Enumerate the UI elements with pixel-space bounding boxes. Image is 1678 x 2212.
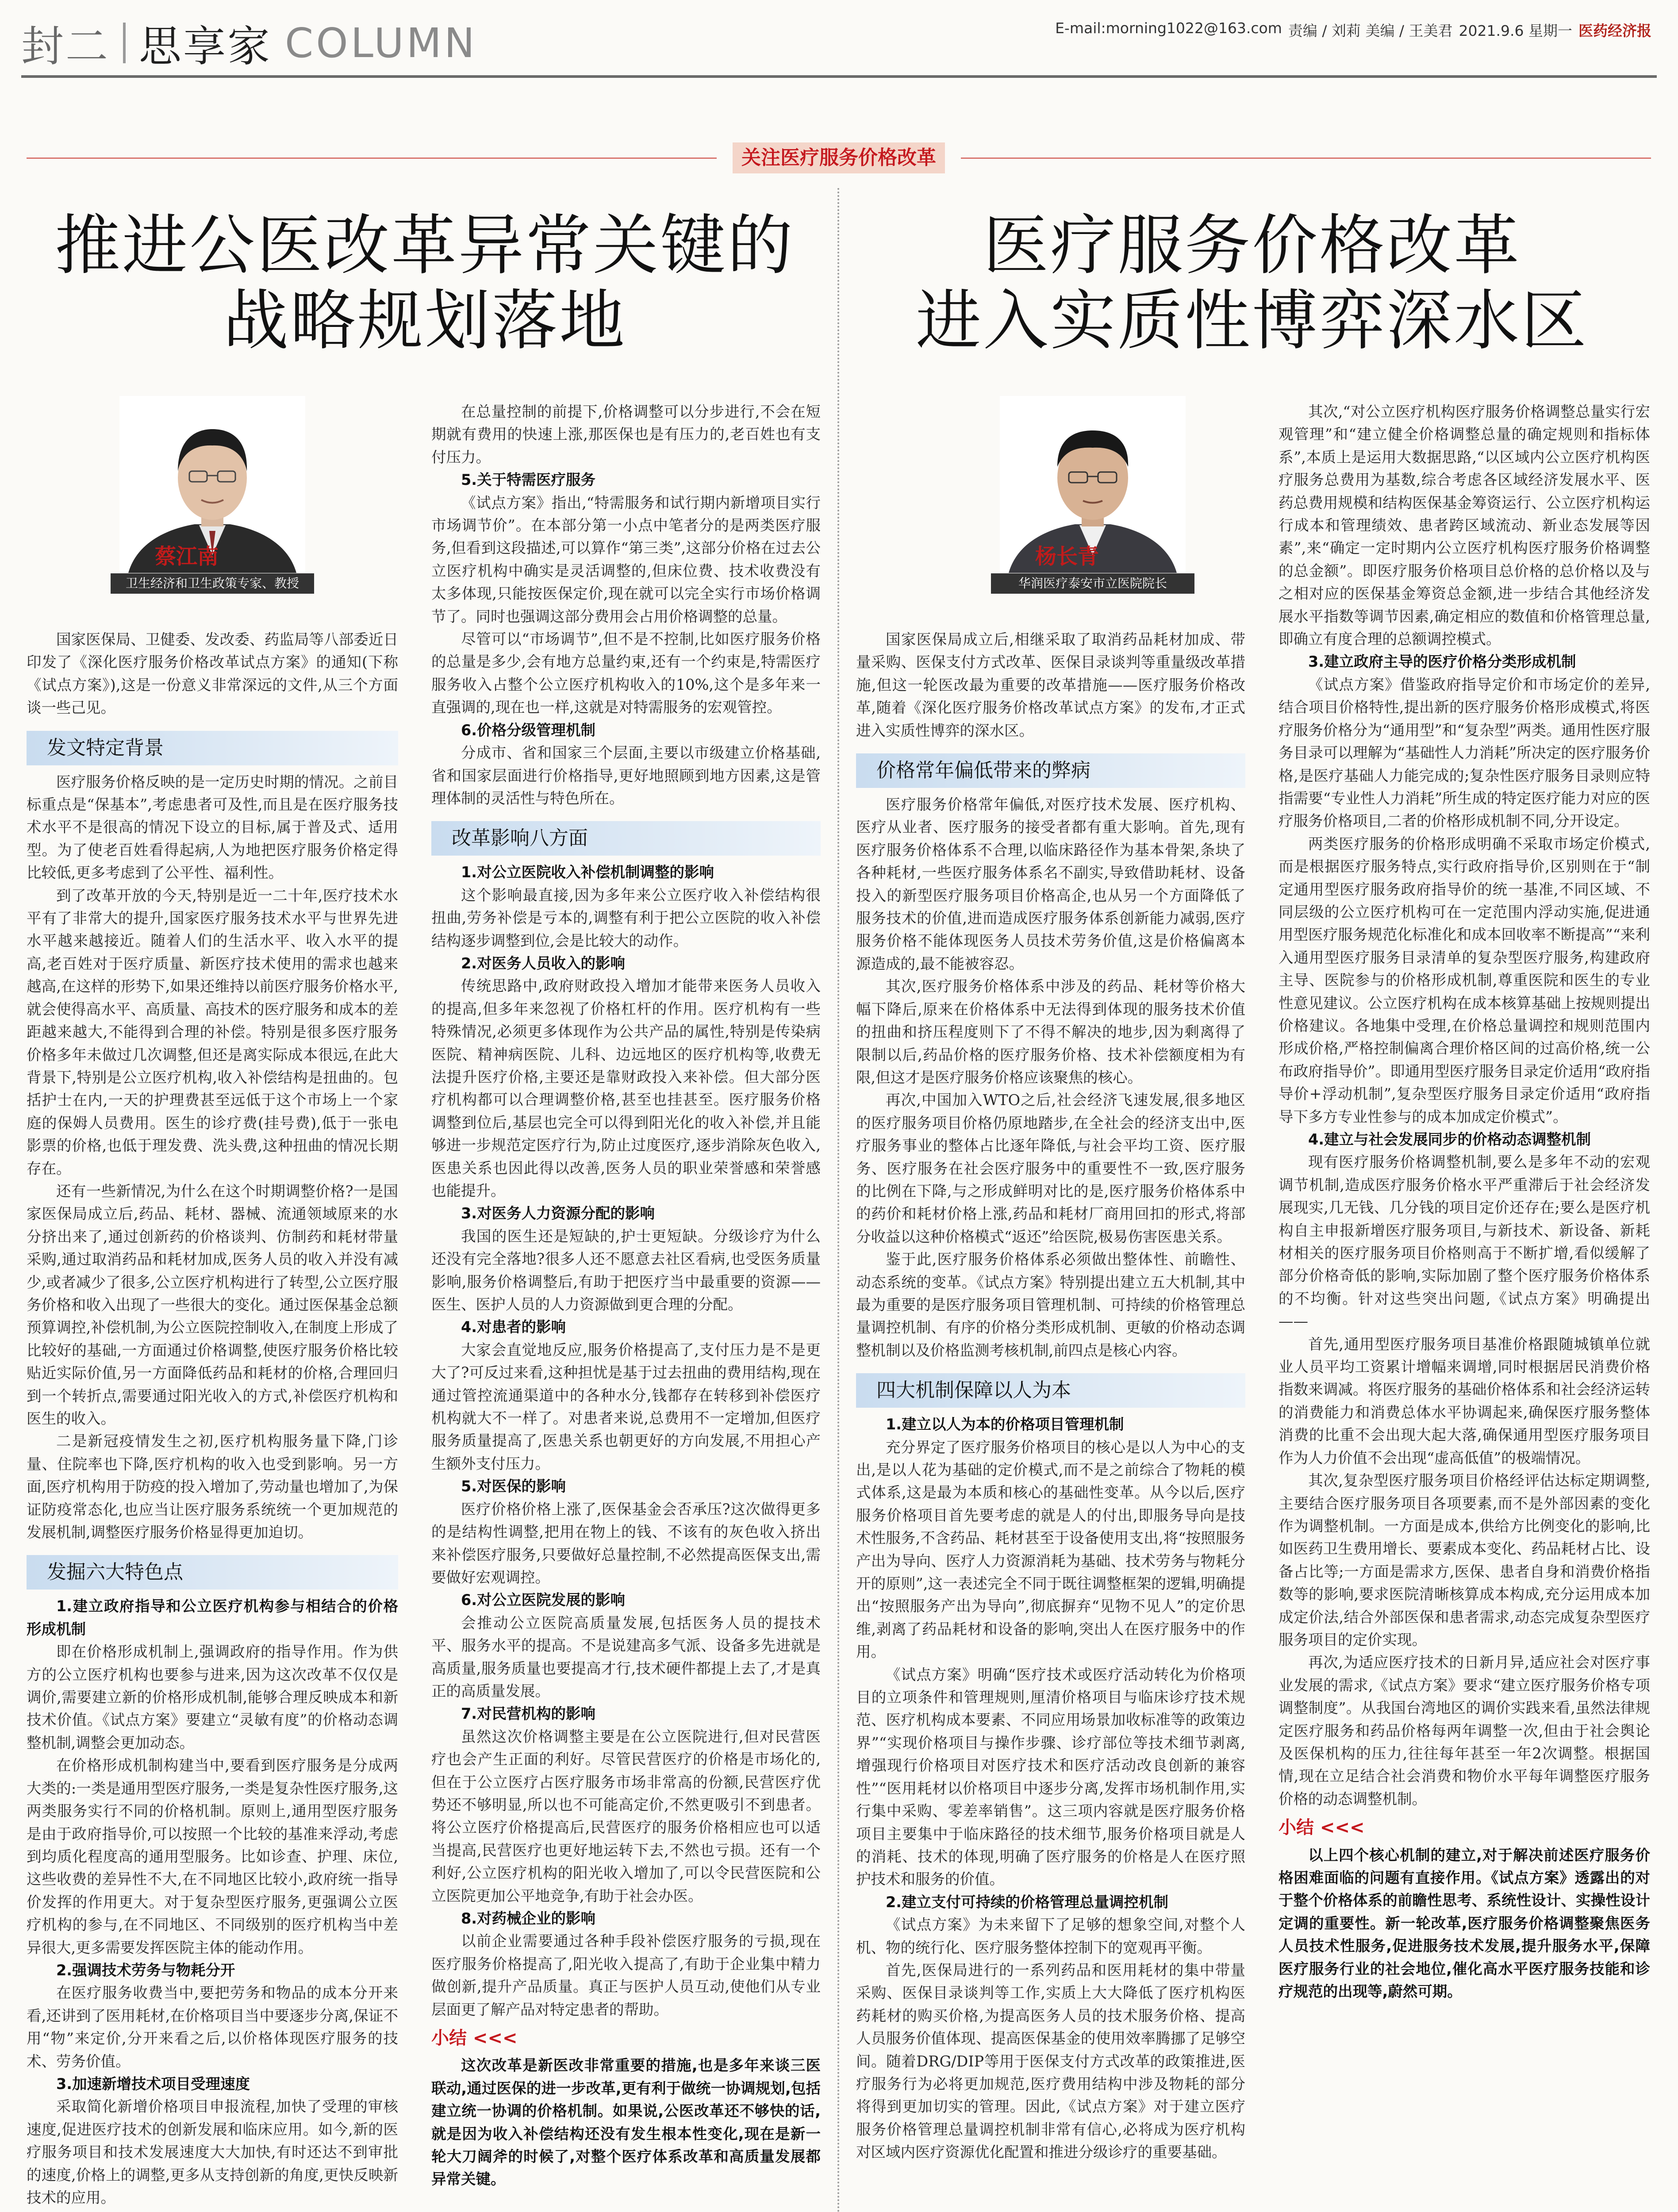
left-subheading: 2.对医务人员收入的影响 xyxy=(461,954,626,972)
page-header xyxy=(21,10,477,76)
header-editors: 责编 / 刘莉 美编 / 王美君 xyxy=(1288,22,1453,39)
column-label: COLUMN xyxy=(285,19,477,67)
author-name-yang: 杨长青 xyxy=(1035,544,1099,569)
left-headline xyxy=(27,208,823,358)
left-paragraph: 采取简化新增价格项目申报流程,加快了受理的审核速度,促进医疗技术的创新发展和临床应用。如今,新的医疗服务项目和技术发展速度大大加快,有时还达不到审批的速度,价格上的调整,更多从支持创新的角度,更快反映新技术的应用。 xyxy=(27,2098,398,2206)
left-headline-line-1: 推进公医改革异常关键的 xyxy=(55,207,795,284)
left-subheading: 7.对民营机构的影响 xyxy=(461,1705,596,1723)
left-paragraph: 在医疗服务收费当中,要把劳务和物品的成本分开来看,还讲到了医用耗材,在价格项目当中要逐步分离,保证不用“物”来定价,分开来看之后,以价格体现医疗服务的技术、劳务价值。 xyxy=(27,1984,398,2070)
left-paragraph: 还有一些新情况,为什么在这个时期调整价格?一是国家医保局成立后,药品、耗材、器械、流通领域原来的水分挤出来了,通过创新药的价格谈判、仿制药和耗材带量采购,通过取消药品和耗材加成,医务人员的收入并没有减少,或者减少了很多,公立医疗机构进行了转型,公立医疗服务价格和收入出现了一些很大的变化。通过医保基金总额预算调控,补偿机制,为公立医院控制收入,在制度上形成了比较好的基础,一方面通过价格调整,使医疗服务价格比较贴近实际价值,另一方面降低药品和耗材的价格,合理回归到一个转折点,需要通过阳光收入的方式,补偿医疗机构和医生的收入。 xyxy=(27,1182,398,1427)
page-label: 封二 xyxy=(21,21,110,71)
left-subheading: 1.建立政府指导和公立医疗机构参与相结合的价格形成机制 xyxy=(27,1598,398,1638)
header-divider xyxy=(123,23,126,63)
left-paragraph: 医疗服务价格反映的是一定历史时期的情况。之前目标重点是“保基本”,考虑患者可及性,而且是在医疗服务技术水平不是很高的情况下设立的目标,属于普及式、适用型。为了使老百姓看得起病,人为地把医疗服务价格定得比较低,更多考虑到了公平性、福利性。 xyxy=(27,773,398,882)
left-heading-features: 发掘六大特色点 xyxy=(27,1555,398,1590)
left-paragraph: 我国的医生还是短缺的,护士更短缺。分级诊疗为什么还没有完全落地?很多人还不愿意去社区看病,也受医务质量影响,服务价格调整后,有助于把医疗当中最重要的资源——医生、医护人员的人力资源做到更合理的分配。 xyxy=(431,1227,821,1313)
right-paragraph: 医疗服务价格常年偏低,对医疗技术发展、医疗机构、医疗从业者、医疗服务的接受者都有重大影响。首先,现有医疗服务价格体系不合理,以临床路径作为基本骨架,条块了各种耗材,一些医疗服务体系名不副实,导致借助耗材、设备投入的新型医疗服务项目价格高企,也从另一个方面降低了服务技术的价值,进而造成医疗服务体系创新能力减弱,医疗服务价格不能体现医务人员技术劳务价值,这是价格偏离本源造成的,最不能被容忍。 xyxy=(856,796,1245,972)
right-paragraph: 鉴于此,医疗服务价格体系必须做出整体性、前瞻性、动态系统的变革。《试点方案》特别提出建立五大机制,其中最为重要的是医疗服务项目管理机制、可持续的价格管理总量调控机制、有序的价格分类形成机制、更敏的价格动态调整机制以及价格监测考核机制,前四点是核心内容。 xyxy=(856,1251,1245,1359)
header-date: 2021.9.6 星期一 xyxy=(1459,22,1572,39)
topic-rule-left xyxy=(27,157,717,159)
right-paragraph: 充分界定了医疗服务价格项目的核心是以人为中心的支出,是以人花为基础的定价模式,而不是之前综合了物耗的模式体系,这是最为本质和核心的基础性变革。从今以后,医疗服务价格项目首先要考虑的就是人的付出,即服务导向是技术性服务,不含药品、耗材甚至于设备使用支出,将“按照服务产出为导向、医疗人力资源消耗为基础、技术劳务与物耗分开的原则”,这一表述完全不同于既往调整框架的逻辑,明确提出“按照服务产出为导向”,彻底摒弃“见物不见人”的定价思维,剥离了药品耗材和设备的影响,突出人在医疗服务中的作用。 xyxy=(856,1438,1245,1661)
header-email[interactable]: E-mail:morning1022@163.com xyxy=(1055,19,1282,37)
left-paragraph: 传统思路中,政府财政投入增加才能带来医务人员收入的提高,但多年来忽视了价格杠杆的作用。医疗机构有一些特殊情况,必须更多体现作为公共产品的属性,特别是传染病医院、精神病医院、儿科、边远地区的医疗机构等,收费无法提升医疗价格,主要还是靠财政投入来补偿。但大部分医疗机构都可以合理调整价格,甚至也挂甚至。医疗服务价格调整到位后,基层也完全可以得到阳光化的收入补偿,并且能够进一步规范定医疗行为,防止过度医疗,逐步消除灰色收入,医患关系也因此得以改善,医务人员的职业荣誉感和荣誉感也能提升。 xyxy=(431,977,821,1199)
header-rule xyxy=(21,75,1657,78)
author-caption-yang: 华润医疗泰安市立医院院长 xyxy=(991,573,1194,594)
left-paragraph: 即在价格形成机制上,强调政府的指导作用。作为供方的公立医疗机构也要参与进来,因为这次改革不仅仅是调价,需要建立新的价格形成机制,能够合理反映成本和新技术价值。《试点方案》要建立“灵敏有度”的价格动态调整机制,调整会更加动态。 xyxy=(27,1643,398,1751)
left-subheading: 6.对公立医院发展的影响 xyxy=(461,1591,626,1609)
left-paragraph: 尽管可以“市场调节”,但不是不控制,比如医疗服务价格的总量是多少,会有地方总量约束,还有一个约束是,特需医疗服务收入占整个公立医疗机构收入的10%,这个是多年来一直强调的,现在也一样,这就是对特需服务的宏观管控。 xyxy=(431,630,821,716)
right-summary-label: 小结 <<< xyxy=(1279,1817,1365,1838)
left-paragraph: 这个影响最直接,因为多年来公立医疗收入补偿结构很扭曲,劳务补偿是亏本的,调整有利于把公立医院的收入补偿结构逐步调整到位,会是比较大的动作。 xyxy=(431,886,821,949)
right-headline-line-1: 医疗服务价格改革 xyxy=(983,207,1521,284)
right-intro: 国家医保局成立后,相继采取了取消药品耗材加成、带量采购、医保支付方式改革、医保目录谈判等重量级改革措施,但这一轮医改最为重要的改革措施——医疗服务价格改革,随着《深化医疗服务价格改革试点方案》的发布,才正式进入实质性博弈的深水区。 xyxy=(856,631,1245,739)
right-paragraph: 其次,医疗服务价格体系中涉及的药品、耗材等价格大幅下降后,原来在价格体系中无法得到体现的服务技术价值的扭曲和挤压程度则下了不得不解决的地步,因为剩离得了限制以后,药品价格的医疗服务价格、技术补偿额度相为有限,但这才是医疗服务价格应该聚焦的核心。 xyxy=(856,978,1245,1086)
right-paragraph: 《试点方案》借鉴政府指导定价和市场定价的差异,结合项目价格特性,提出新的医疗服务价格形成模式,将医疗服务价格分为“通用型”和“复杂型”两类。通用性医疗服务目录可以理解为“基础性人力消耗”所决定的医疗服务价格,是医疗基础人力能完成的;复杂性医疗服务目录则应特指需要“专业性人力消耗”所生成的特定医疗能力对应的医疗服务价格项目,二者的价格形成机制不同,分开设定。 xyxy=(1279,676,1650,830)
left-column-2 xyxy=(431,400,821,2212)
right-headline-line-2: 进入实质性博弈深水区 xyxy=(916,283,1588,359)
topic-label: 关注医疗服务价格改革 xyxy=(733,142,945,173)
left-paragraph: 医疗价格价格上涨了,医保基金会否承压?这次做得更多的是结构性调整,把用在物上的钱、不该有的灰色收入挤出来补偿医疗服务,只要做好总量控制,不必然提高医保支出,需要做好宏观调控。 xyxy=(431,1500,821,1586)
left-paragraph: 二是新冠疫情发生之初,医疗机构服务量下降,门诊量、住院率也下降,医疗机构的收入也受到影响。另一方面,医疗机构用于防疫的投入增加了,劳动量也增加了,为保证防疫常态化,也应当让医疗服务系统统一个更加规范的发展机制,调整医疗服务价格显得更加迫切。 xyxy=(27,1432,398,1541)
right-paragraph: 再次,为适应医疗技术的日新月异,适应社会对医疗事业发展的需求,《试点方案》要求“建立医疗服务价格专项调整制度”。从我国台湾地区的调价实践来看,虽然法律规定医疗服务和药品价格每两年调整一次,但由于社会舆论及医保机构的压力,往往每年甚至一年2次调整。根据国情,现在立足结合社会消费和物价水平每年调整医疗服务价格的动态调整机制。 xyxy=(1279,1654,1650,1808)
right-paragraph: 《试点方案》为未来留下了足够的想象空间,对整个人机、物的统行化、医疗服务整体控制下的宽观再平衡。 xyxy=(856,1916,1245,1956)
right-paragraph: 再次,中国加入WTO之后,社会经济飞速发展,很多地区的医疗服务项目价格仍原地踏步,在全社会的经济支出中,医疗服务事业的整体占比逐年降低,与社会平均工资、医疗服务、医疗服务在社会医疗服务中的重要性不一致,医疗服务的比例在下降,与之形成鲜明对比的是,医疗服务价格体系中的药价和耗材价格上涨,药品和耗材厂商用回扣的形式,将部分收益以这种价格模式“返还”给医院,极易伤害医患关系。 xyxy=(856,1091,1245,1245)
right-headline xyxy=(854,208,1650,358)
newspaper-logo: 医药经济报 xyxy=(1578,22,1651,39)
right-column-2 xyxy=(1279,400,1650,2212)
left-subheading xyxy=(27,2209,398,2212)
right-summary: 以上四个核心机制的建立,对于解决前述医疗服务价格困难面临的问题有直接作用。《试点方案》透露出的对于整个价格体系的前瞻性思考、系统性设计、实操性设计定调的重要性。新一轮改革,医疗服务价格调整聚焦医务人员技术性服务,促进服务技术发展,提升服务水平,保障医疗服务行业的社会地位,催化高水平医疗服务技能和诊疗规范的出现等,蔚然可期。 xyxy=(1279,1846,1650,2001)
author-caption-cai: 卫生经济和卫生政策专家、教授 xyxy=(111,573,314,594)
left-summary: 这次改革是新医改非常重要的措施,也是多年来谈三医联动,通过医保的进一步改革,更有利于做统一协调规划,包括建立统一协调的价格机制。如果说,公医改革还不够快的话,就是因为收入补偿结构还没有发生根本性变化,现在是新一轮大刀阔斧的时候了,对整个医疗体系改革和高质量发展都异常关键。 xyxy=(431,2057,821,2188)
author-name-cai: 蔡江南 xyxy=(155,544,219,569)
right-subheading: 1.建立以人为本的价格项目管理机制 xyxy=(886,1416,1124,1433)
left-paragraph: 虽然这次价格调整主要是在公立医院进行,但对民营医疗也会产生正面的利好。尽管民营医疗的价格是市场化的,但在于公立医疗占医疗服务市场非常高的份额,民营医疗优势还不够明显,所以也不可能高定价,不然更吸引不到患者。将公立医疗价格提高后,民营医疗的服务价格相应也可以适当提高,民营医疗也更好地运转下去,不然也亏损。还有一个利好,公立医疗机构的阳光收入增加了,可以令民营医院和公立医院更加公平地竞争,有助于社会办医。 xyxy=(431,1728,821,1905)
left-subheading: 3.加速新增技术项目受理速度 xyxy=(56,2075,250,2093)
left-heading-background: 发文特定背景 xyxy=(27,731,398,765)
right-paragraph: 《试点方案》明确“医疗技术或医疗活动转化为价格项目的立项条件和管理规则,厘清价格项目与临床诊疗技术规范、医疗机构成本要素、不同应用场景加收标准等的政策边界”“实现价格项目与操作步骤、诊疗部位等技术细节剥离,增强现行价格项目对医疗技术和医疗活动改良创新的兼容性”“医用耗材以价格项目中逐步分离,发挥市场机制作用,实行集中采购、零差率销售”。这三项内容就是医疗服务价格项目主要集中于临床路径的技术细节,服务价格项目就是人的消耗、技术的体现,明确了医疗服务的价格是人在医疗照护技术和服务的价值。 xyxy=(856,1666,1245,1888)
left-paragraph: 以前企业需要通过各种手段补偿医疗服务的亏损,现在医疗服务价格提高了,阳光收入提高了,有助于企业集中精力做创新,提升产品质量。真正与医护人员互动,使他们从专业层面更了解产品对特定患者的帮助。 xyxy=(431,1932,821,2018)
left-subheading: 5.关于特需医疗服务 xyxy=(461,471,596,489)
left-headline-line-2: 战略规划落地 xyxy=(223,283,626,359)
left-summary-label: 小结 <<< xyxy=(431,2028,518,2049)
right-paragraph: 首先,通用型医疗服务项目基准价格跟随城镇单位就业人员平均工资累计增幅来调增,同时根据居民消费价格指数来调减。将医疗服务的基础价格体系和社会经济运转的消费能力和消费总体水平协调起来,确保医疗服务整体消费的比重不会出现大起大落,确保通用型医疗服务项目作为人力价值不会出现“虚高低值”的极端情况。 xyxy=(1279,1335,1650,1467)
right-heading-mechanisms: 四大机制保障以人为本 xyxy=(856,1373,1245,1408)
right-subheading: 4.建立与社会发展同步的价格动态调整机制 xyxy=(1308,1131,1591,1148)
right-paragraph: 其次,“对公立医疗机构医疗服务价格调整总量实行宏观管理”和“建立健全价格调整总量的确定规则和指标体系”,本质上是运用大数据思路,“以区域内公立医疗机构医疗服务总费用为基数,综合考虑各区域经济发展水平、医药总费用规模和结构医保基金筹资运行、公立医疗机构运行成本和管理绩效、患者跨区域流动、新业态发展等因素”,来“确定一定时期内公立医疗机构医疗服务价格调整的总金额”。即医疗服务价格项目总价格的总价格以及与之相对应的医保基金筹资总金额,进一步结合其他经济发展水平指数等调节因素,确定相应的数值和价格管理总量,即确立有度合理的总额调控模式。 xyxy=(1279,403,1650,648)
topic-rule-right xyxy=(961,157,1651,159)
header-meta xyxy=(1055,19,1651,40)
left-paragraph: 《试点方案》指出,“特需服务和试行期内新增项目实行市场调节价”。在本部分第一小点中笔者分的是两类医疗服务,但看到这段描述,可以算作“第三类”,这部分价格在过去公立医疗机构中确实是灵活调整的,但床位费、技术收费没有太多体现,只能按医保定价,现在就可以完全实行市场价格调节了。同时也强调这部分费用会占用价格调整的总量。 xyxy=(431,494,821,625)
right-paragraph: 其次,复杂型医疗服务项目价格经评估达标定期调整,主要结合医疗服务项目各项要素,而不是外部因素的变化作为调整机制。一方面是成本,供给方比例变化的影响,比如医药卫生费用增长、要素成本变化、药品耗材占比、设备占比等;一方面是需求方,医保、患者自身和消费价格指数等的影响,要求医院清晰核算成本构成,充分运用成本加成定价法,结合外部医保和患者需求,动态完成复杂型医疗服务项目的定价实现。 xyxy=(1279,1472,1650,1648)
left-paragraph: 会推动公立医院高质量发展,包括医务人员的提技术平、服务水平的提高。不是说建高多气派、设备多先进就是高质量,服务质量也要提高才行,技术硬件都提上去了,才是真正的高质量发展。 xyxy=(431,1614,821,1700)
section-title: 思享家 xyxy=(139,21,272,71)
left-subheading: 6.价格分级管理机制 xyxy=(461,721,596,739)
left-column-1 xyxy=(27,628,398,2212)
left-paragraph: 在价格形成机制构建当中,要看到医疗服务是分成两大类的:一类是通用型医疗服务,一类是复杂性医疗服务,这两类服务实行不同的价格机制。原则上,通用型医疗服务是由于政府指导价,可以按照一个比较的基准来浮动,考虑到均质化程度高的通用型服务。比如诊查、护理、床位,这些收费的差异性不大,在不同地区比较小,政府统一指导价发挥的作用更大。对于复杂型医疗服务,更强调公立医疗机构的参与,在不同地区、不同级别的医疗机构当中差异很大,更多需要发挥医院主体的能动作用。 xyxy=(27,1757,398,1956)
right-paragraph: 首先,医保局进行的一系列药品和医用耗材的集中带量采购、医保目录谈判等工作,实质上大大降低了医疗机构医药耗材的购买价格,为提高医务人员的技术服务价格、提高人员服务价值体现、提高医保基金的使用效率腾挪了足够空间。随着DRG/DIP等用于医保支付方式改革的政策推进,医疗服务行为必将更加规范,医疗费用结构中涉及物耗的部分将得到更加切实的管理。因此,《试点方案》对于建立医疗服务价格管理总量调控机制非常有信心,必将成为医疗机构对区域内医疗资源优化配置和推进分级诊疗的重要基础。 xyxy=(856,1961,1245,2161)
left-subheading: 2.强调技术劳务与物耗分开 xyxy=(56,1961,235,1979)
left-paragraph: 在总量控制的前提下,价格调整可以分步进行,不会在短期就有费用的快速上涨,那医保也是有压力的,老百姓也有支付压力。 xyxy=(431,403,821,466)
right-paragraph: 现有医疗服务价格调整机制,要么是多年不动的宏观调节机制,造成医疗服务价格水平严重滞后于社会经济发展现实,几无钱、几分钱的项目定价还存在;要么是医疗机构自主申报新增医疗服务项目,与新技术、新设备、新耗材相关的医疗服务项目价格则高于不断扩增,看似缓解了部分价格奇低的影响,实际加剧了整个医疗服务价格体系的不均衡。针对这些突出问题,《试点方案》明确提出—— xyxy=(1279,1153,1650,1330)
left-subheading: 4.对患者的影响 xyxy=(461,1318,566,1336)
left-paragraph: 分成市、省和国家三个层面,主要以市级建立价格基础,省和国家层面进行价格指导,更好地照顾到地方因素,这是管理体制的灵活性与特色所在。 xyxy=(431,744,821,807)
right-subheading: 3.建立政府主导的医疗价格分类形成机制 xyxy=(1308,653,1576,671)
left-paragraph: 大家会直觉地反应,服务价格提高了,支付压力是不是更大了?可反过来看,这种担忧是基于过去扭曲的费用结构,现在通过管控流通渠道中的各种水分,钱都存在转移到补偿医疗机构就大不一样了。对患者来说,总费用不一定增加,但医疗服务质量提高了,医患关系也朝更好的方向发展,不用担心产生额外支付压力。 xyxy=(431,1341,821,1472)
left-subheading: 8.对药械企业的影响 xyxy=(461,1910,596,1927)
right-heading-problems: 价格常年偏低带来的弊病 xyxy=(856,753,1245,788)
left-subheading: 3.对医务人力资源分配的影响 xyxy=(461,1205,655,1222)
right-subheading: 2.建立支付可持续的价格管理总量调控机制 xyxy=(886,1893,1169,1911)
left-heading-impacts: 改革影响八方面 xyxy=(431,821,821,856)
right-paragraph: 两类医疗服务的价格形成明确不采取市场定价模式,而是根据医疗服务特点,实行政府指导价,区别则在于“制定通用型医疗服务政府指导价的统一基准,不同区域、不同层级的公立医疗机构可在一定范围内浮动实施,促进通用型医疗服务规范化标准化和成本回收率不断提高”“来利入通用型医疗服务目录清单的复杂型医疗服务,构建政府主导、医院参与的价格形成机制,尊重医院和医生的专业性意见建议。公立医疗机构在成本核算基础上按规则提出价格建议。各地集中受理,在价格总量调控和规则范围内形成价格,严格控制偏离合理价格区间的过高价格,统一公布政府指导价”。即通用型医疗服务目录定价适用“政府指导价+浮动机制”,复杂型医疗服务目录定价适用“政府指导下多方专业性参与的成本加成定价模式”。 xyxy=(1279,835,1650,1125)
left-paragraph: 到了改革开放的今天,特别是近一二十年,医疗技术水平有了非常大的提升,国家医疗服务技术水平与世界先进水平越来越接近。随着人们的生活水平、收入水平的提高,老百姓对于医疗质量、新医疗技术使用的需求也越来越高,在这样的形势下,如果还维持以前医疗服务价格水平,就会使得高水平、高质量、高技术的医疗服务和成本的差距越来越大,不能得到合理的补偿。特别是很多医疗服务价格多年未做过几次调整,但还是离实际成本很远,在此大背景下,特别是公立医疗机构,收入补偿结构是扭曲的。包括护士在内,一天的护理费甚至远低于这个市场上一个家庭的保姆人员费用。医生的诊疗费(挂号费),低于一张电影票的价格,也低于理发费、洗头费,这种扭曲的情况长期存在。 xyxy=(27,887,398,1177)
right-column-1 xyxy=(856,628,1245,2212)
column-separator xyxy=(837,188,839,2212)
left-subheading: 1.对公立医院收入补偿机制调整的影响 xyxy=(461,864,714,881)
left-subheading: 5.对医保的影响 xyxy=(461,1478,566,1495)
left-intro: 国家医保局、卫健委、发改委、药监局等八部委近日印发了《深化医疗服务价格改革试点方案》的通知(下称《试点方案》),这是一份意义非常深远的文件,从三个方面谈一些己见。 xyxy=(27,631,398,717)
